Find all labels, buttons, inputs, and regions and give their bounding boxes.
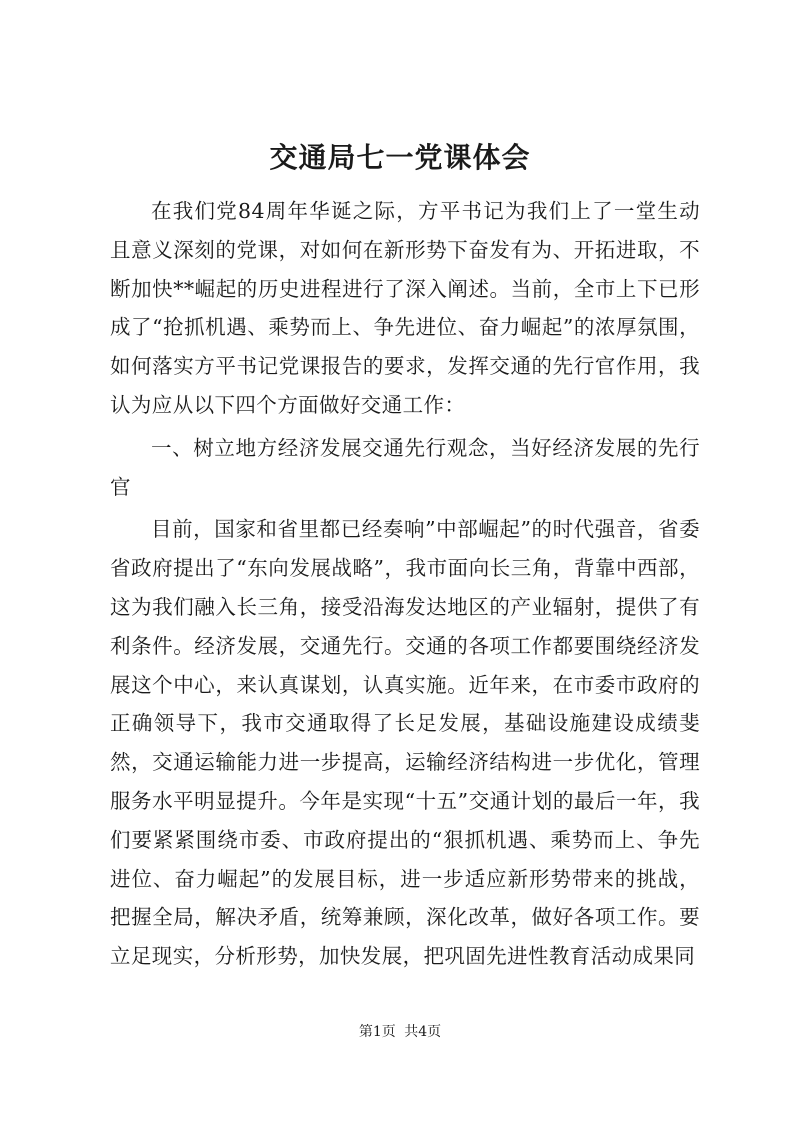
section-heading-1: 一、树立地方经济发展交通先行观念，当好经济发展的先行官 [110, 435, 700, 499]
document-body [110, 192, 700, 976]
document-title: 交通局七一党课体会 [269, 141, 531, 174]
page-footer [0, 1022, 800, 1042]
paragraph-intro: 在我们党84周年华诞之际，方平书记为我们上了一堂生动且意义深刻的党课，对如何在新形势下奋发有为、开拓进取，不断加快**崛起的历史进程进行了深入阐述。当前，全市上下已形成了“抢抓机遇、乘势而上、争先进位、奋力崛起”的浓厚氛围，如何落实方平书记党课报告的要求，发挥交通的先行官作用，我认为应从以下四个方面做好交通工作： [110, 199, 700, 417]
paragraph-section-1: 目前，国家和省里都已经奏响”中部崛起”的时代强音，省委省政府提出了“东向发展战略”，我市面向长三角，背靠中西部，这为我们融入长三角，接受沿海发达地区的产业辐射，提供了有利条件。经济发展，交通先行。交通的各项工作都要围绕经济发展这个中心，来认真谋划，认真实施。近年来，在市委市政府的正确领导下，我市交通取得了长足发展，基础设施建设成绩斐然，交通运输能力进一步提高，运输经济结构进一步优化，管理服务水平明显提升。今年是实现“十五”交通计划的最后一年，我们要紧紧围绕市委、市政府提出的“狠抓机遇、乘势而上、争先进位、奋力崛起”的发展目标，进一步适应新形势带来的挑战，把握全局，解决矛盾，统筹兼顾，深化改革，做好各项工作。要立足现实，分析形势，加快发展，把巩固先进性教育活动成果同 [110, 517, 700, 969]
page-number: 第1页 [358, 1024, 396, 1040]
page-total: 共4页 [404, 1024, 442, 1040]
